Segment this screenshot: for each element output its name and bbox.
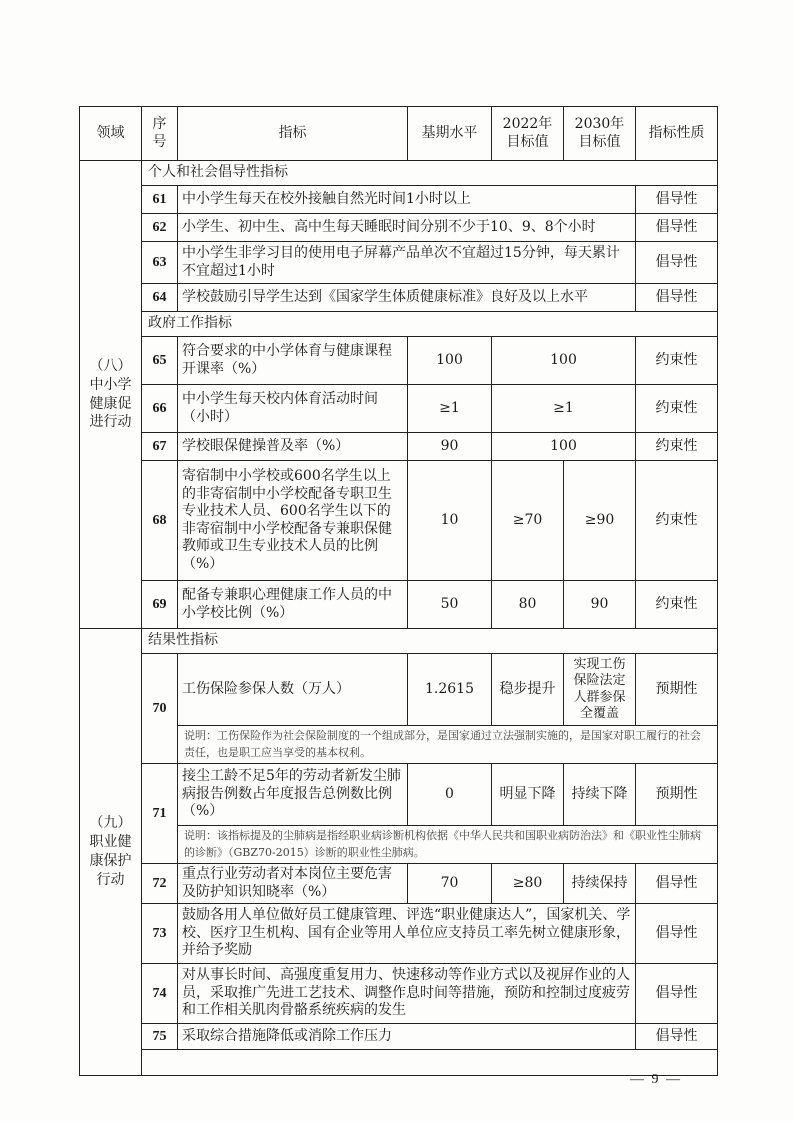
header-2022: 2022年目标值	[492, 107, 564, 161]
row-nature: 预期性	[636, 764, 718, 826]
table-row	[80, 433, 718, 461]
row-note: 说明：工伤保险作为社会保险制度的一个组成部分，是国家通过立法强制实施的，是国家对职工履行的社会责任，也是职工应当享受的基本权利。	[178, 726, 718, 764]
table-row	[80, 764, 718, 826]
row-nature: 倡导性	[636, 214, 718, 242]
row-no: 61	[142, 186, 178, 214]
table-row	[80, 242, 718, 284]
row-base: 10	[408, 461, 492, 581]
row-nature: 约束性	[636, 337, 718, 385]
row-text: 重点行业劳动者对本岗位主要危害及防护知识知晓率（%）	[178, 864, 408, 904]
row-2022: ≥80	[492, 864, 564, 904]
header-area: 领域	[80, 107, 142, 161]
row-base: 70	[408, 864, 492, 904]
table-row	[80, 461, 718, 581]
row-no: 62	[142, 214, 178, 242]
row-2022: 稳步提升	[492, 654, 564, 726]
table-row	[80, 385, 718, 433]
row-text: 工伤保险参保人数（万人）	[178, 654, 408, 726]
table-row	[80, 337, 718, 385]
row-target: ≥1	[492, 385, 636, 433]
row-nature: 倡导性	[636, 284, 718, 312]
row-no: 63	[142, 242, 178, 284]
row-2022: 明显下降	[492, 764, 564, 826]
row-base: 90	[408, 433, 492, 461]
row-nature: 倡导性	[636, 964, 718, 1024]
row-2022: 80	[492, 581, 564, 629]
table-row	[80, 654, 718, 726]
row-no: 64	[142, 284, 178, 312]
row-no: 73	[142, 904, 178, 964]
row-nature: 预期性	[636, 654, 718, 726]
row-note: 说明：该指标提及的尘肺病是指经职业病诊断机构依据《中华人民共和国职业病防治法》和《职业性尘肺病的诊断》（GBZ70-2015）诊断的职业性尘肺病。	[178, 826, 718, 864]
row-no: 65	[142, 337, 178, 385]
table-row	[80, 186, 718, 214]
row-nature: 倡导性	[636, 864, 718, 904]
row-text: 中小学生每天校内体育活动时间（小时）	[178, 385, 408, 433]
section-result: 结果性指标	[142, 629, 718, 654]
area-label-9: （九）职业健康保护行动	[80, 629, 142, 1076]
section-gov: 政府工作指标	[142, 312, 718, 337]
row-no: 68	[142, 461, 178, 581]
row-base: 50	[408, 581, 492, 629]
row-text: 对从事长时间、高强度重复用力、快速移动等作业方式以及视屏作业的人员，采取推广先进工艺技术、调整作息时间等措施，预防和控制过度疲劳和工作相关肌肉骨骼系统疾病的发生	[178, 964, 636, 1024]
row-text: 学校鼓励引导学生达到《国家学生体质健康标准》良好及以上水平	[178, 284, 636, 312]
header-2030: 2030年目标值	[564, 107, 636, 161]
row-text: 鼓励各用人单位做好员工健康管理、评选“职业健康达人”，国家机关、学校、医疗卫生机构、国有企业等用人单位应支持员工率先树立健康形象，并给予奖励	[178, 904, 636, 964]
row-nature: 倡导性	[636, 904, 718, 964]
area-label-8: （八）中小学健康促进行动	[80, 161, 142, 629]
table-row	[80, 904, 718, 964]
row-2022: ≥70	[492, 461, 564, 581]
row-text: 采取综合措施降低或消除工作压力	[178, 1024, 636, 1050]
row-no: 72	[142, 864, 178, 904]
row-text: 中小学生非学习目的使用电子屏幕产品单次不宜超过15分钟，每天累计不宜超过1小时	[178, 242, 636, 284]
row-text: 接尘工龄不足5年的劳动者新发尘肺病报告例数占年度报告总例数比例（%）	[178, 764, 408, 826]
row-target: 100	[492, 337, 636, 385]
row-text: 配备专兼职心理健康工作人员的中小学校比例（%）	[178, 581, 408, 629]
row-nature: 倡导性	[636, 242, 718, 284]
table-row	[80, 214, 718, 242]
row-nature: 约束性	[636, 385, 718, 433]
row-no: 66	[142, 385, 178, 433]
row-base: ≥1	[408, 385, 492, 433]
header-base: 基期水平	[408, 107, 492, 161]
row-no: 69	[142, 581, 178, 629]
table-row	[80, 284, 718, 312]
row-nature: 倡导性	[636, 186, 718, 214]
header-indicator: 指标	[178, 107, 408, 161]
row-2030: 持续下降	[564, 764, 636, 826]
row-base: 1.2615	[408, 654, 492, 726]
row-target: 100	[492, 433, 636, 461]
table-filler-row	[80, 1050, 718, 1076]
table-row	[80, 964, 718, 1024]
page-number: — 9 —	[630, 1072, 682, 1087]
section-personal: 个人和社会倡导性指标	[142, 161, 718, 186]
row-nature: 倡导性	[636, 1024, 718, 1050]
row-no: 75	[142, 1024, 178, 1050]
table-row	[80, 581, 718, 629]
row-no: 67	[142, 433, 178, 461]
row-2030: 实现工伤保险法定人群参保全覆盖	[564, 654, 636, 726]
row-no: 70	[142, 654, 178, 764]
header-no: 序号	[142, 107, 178, 161]
header-nature: 指标性质	[636, 107, 718, 161]
table-row	[80, 864, 718, 904]
row-text: 小学生、初中生、高中生每天睡眠时间分别不少于10、9、8个小时	[178, 214, 636, 242]
table-row	[80, 1024, 718, 1050]
row-text: 寄宿制中小学校或600名学生以上的非寄宿制中小学校配备专职卫生专业技术人员、600名学生以下的非寄宿制中小学校配备专兼职保健教师或卫生专业技术人员的比例（%）	[178, 461, 408, 581]
row-nature: 约束性	[636, 581, 718, 629]
row-text: 符合要求的中小学体育与健康课程开课率（%）	[178, 337, 408, 385]
row-no: 71	[142, 764, 178, 864]
indicator-table	[79, 106, 718, 1076]
table-header-row	[80, 107, 718, 161]
row-nature: 约束性	[636, 461, 718, 581]
row-2030: ≥90	[564, 461, 636, 581]
row-text: 学校眼保健操普及率（%）	[178, 433, 408, 461]
row-2030: 持续保持	[564, 864, 636, 904]
row-text: 中小学生每天在校外接触自然光时间1小时以上	[178, 186, 636, 214]
row-no: 74	[142, 964, 178, 1024]
row-base: 0	[408, 764, 492, 826]
row-2030: 90	[564, 581, 636, 629]
row-nature: 约束性	[636, 433, 718, 461]
row-base: 100	[408, 337, 492, 385]
